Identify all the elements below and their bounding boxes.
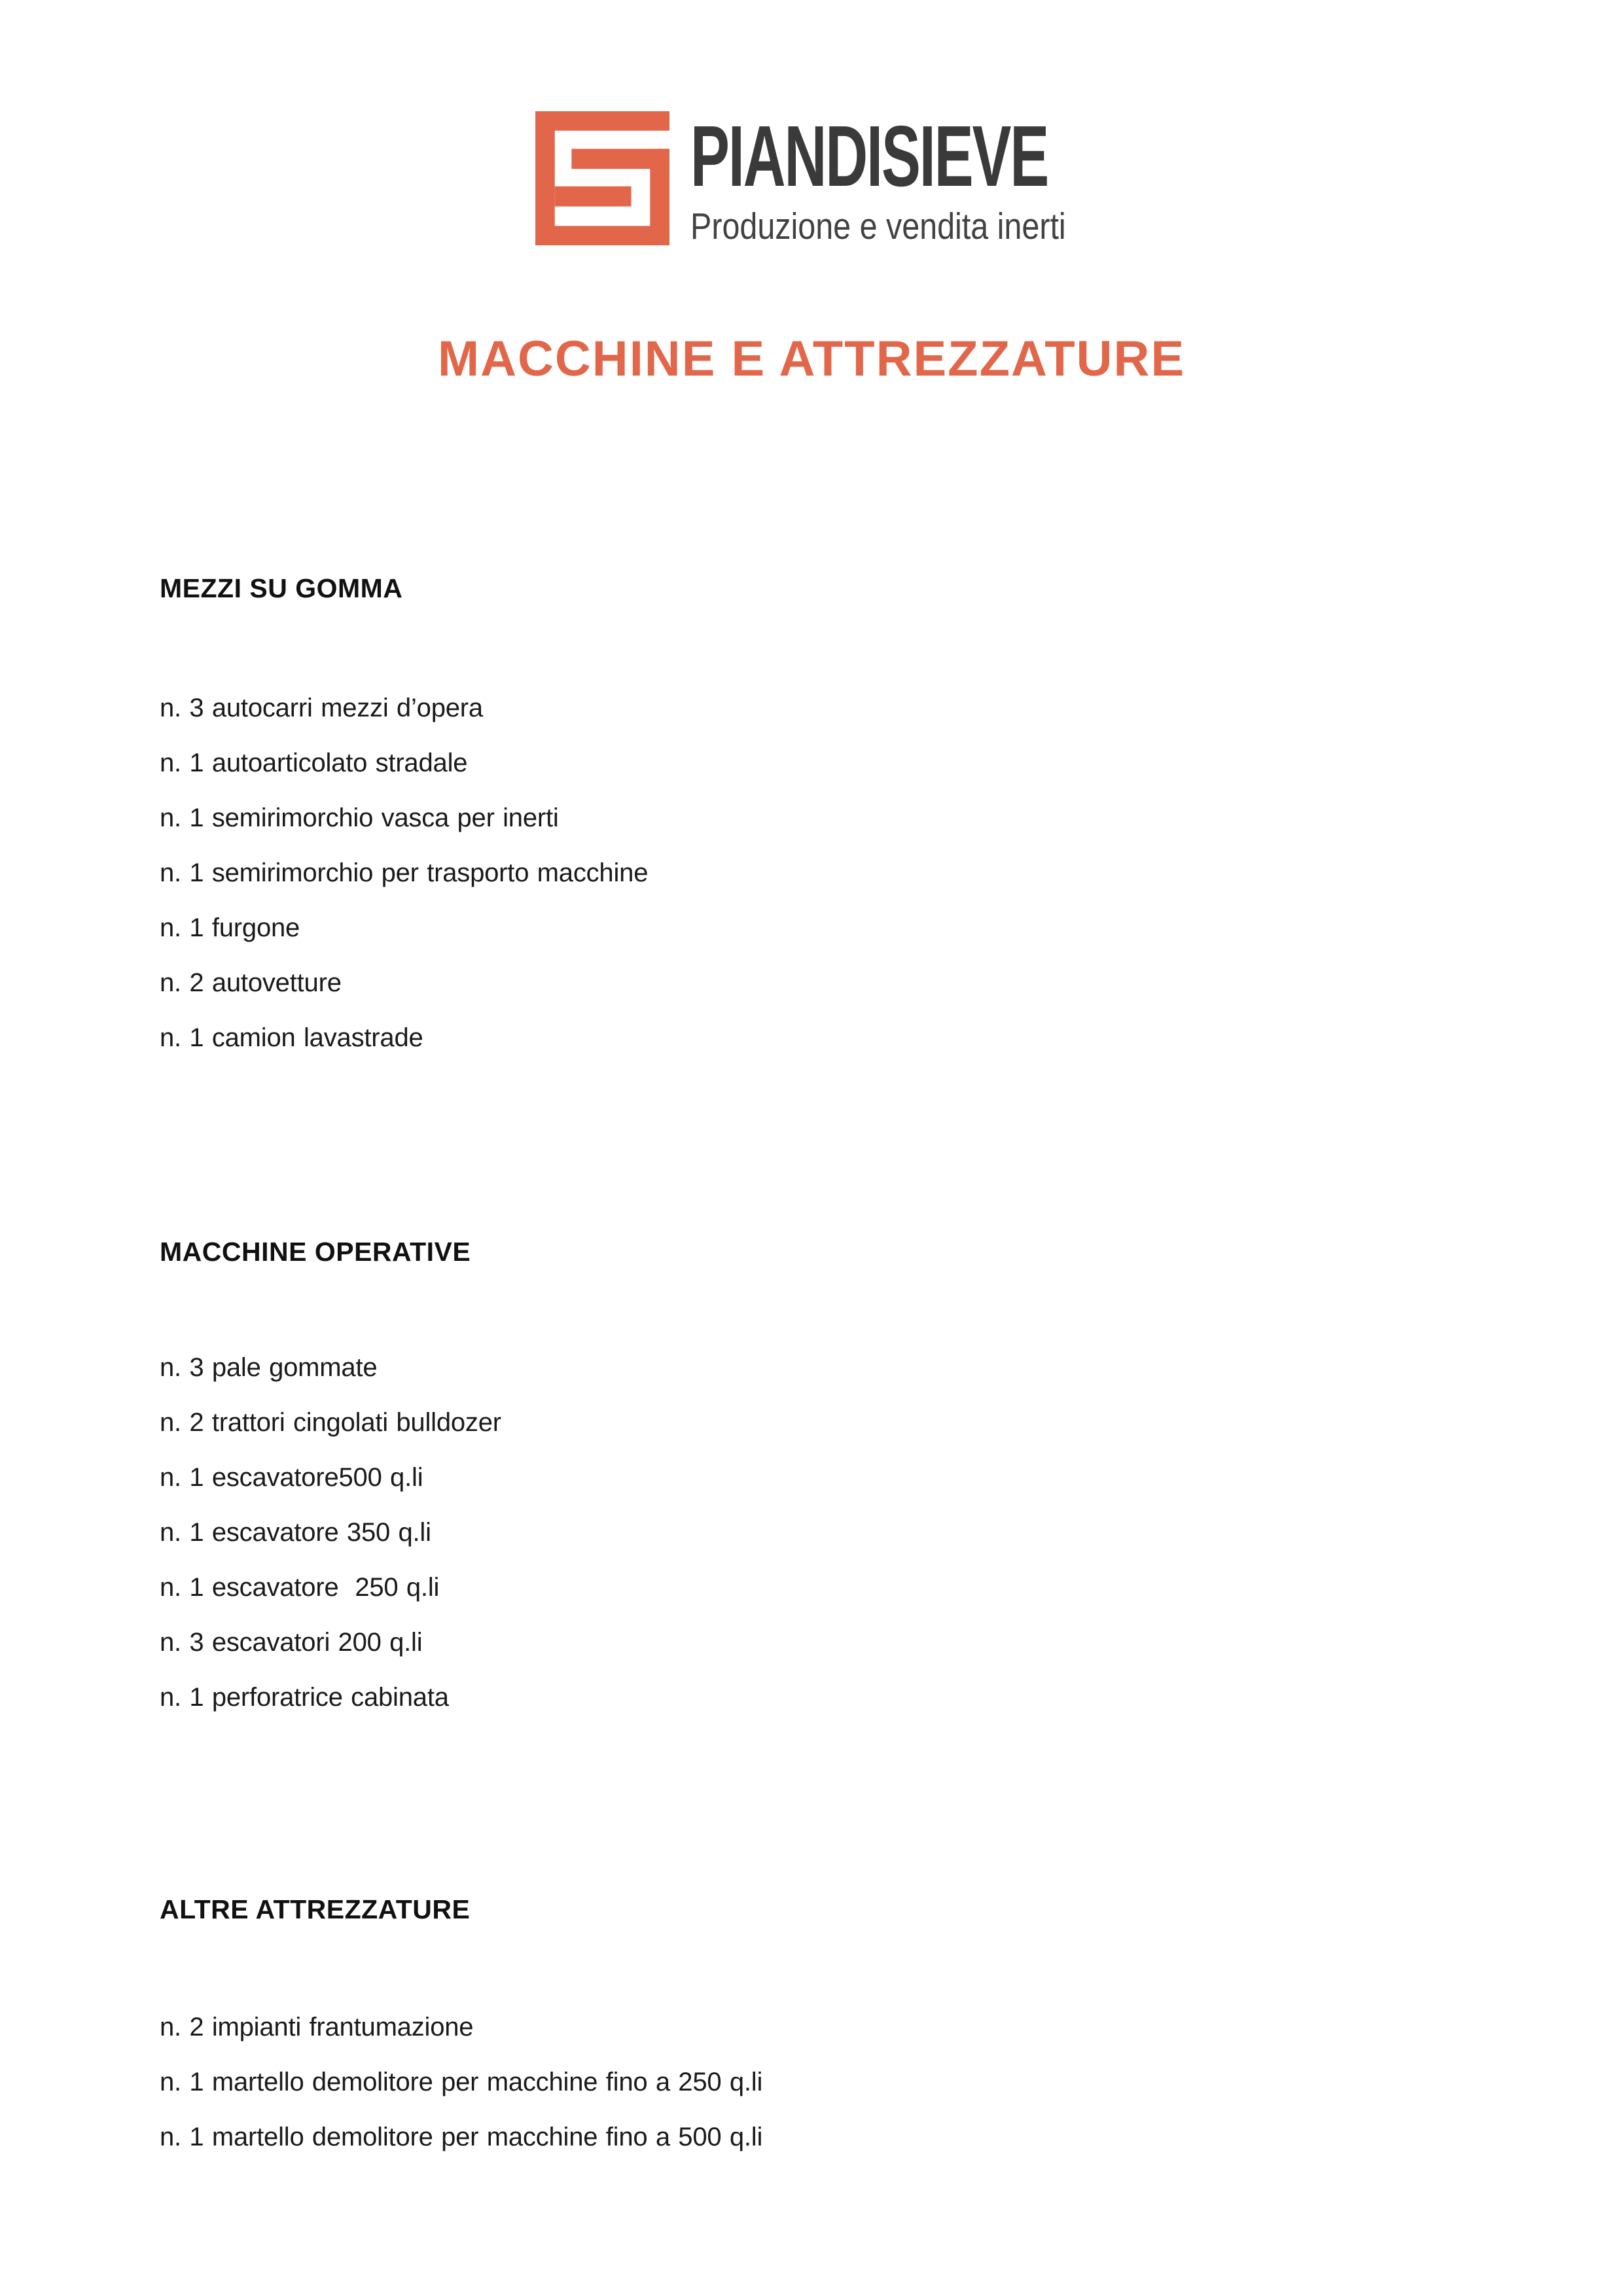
logo-text-block xyxy=(690,108,1216,248)
brand-name: PIANDISIEVE xyxy=(690,108,1048,204)
list-item: n. 2 impianti frantumazione xyxy=(160,2013,474,2041)
company-logo xyxy=(535,108,1216,248)
list-item: n. 1 martello demolitore per macchine fino a 500 q.li xyxy=(160,2123,763,2151)
list-item: n. 2 autovetture xyxy=(160,968,342,997)
list-item: n. 2 trattori cingolati bulldozer xyxy=(160,1408,501,1437)
list-item: n. 3 autocarri mezzi d’opera xyxy=(160,694,483,722)
list-item: n. 1 martello demolitore per macchine fino a 250 q.li xyxy=(160,2068,763,2096)
section-heading-mezzi-su-gomma: MEZZI SU GOMMA xyxy=(160,573,403,603)
logo-s-monogram-icon xyxy=(535,111,669,245)
list-item: n. 1 perforatrice cabinata xyxy=(160,1683,449,1712)
brand-tagline: Produzione e vendita inerti xyxy=(690,205,1066,248)
list-item: n. 1 furgone xyxy=(160,913,300,942)
list-item: n. 1 semirimorchio vasca per inerti xyxy=(160,804,559,832)
list-item: n. 1 escavatore 250 q.li xyxy=(160,1573,440,1602)
list-macchine-operative xyxy=(160,1340,501,1725)
list-item: n. 3 pale gommate xyxy=(160,1353,378,1382)
list-item: n. 1 escavatore500 q.li xyxy=(160,1463,423,1492)
list-item: n. 1 camion lavastrade xyxy=(160,1023,423,1052)
list-item: n. 3 escavatori 200 q.li xyxy=(160,1628,423,1657)
section-heading-altre-attrezzature: ALTRE ATTREZZATURE xyxy=(160,1894,471,1924)
list-item: n. 1 escavatore 350 q.li xyxy=(160,1518,431,1547)
section-heading-macchine-operative: MACCHINE OPERATIVE xyxy=(160,1237,471,1267)
list-altre-attrezzature xyxy=(160,2000,762,2164)
page-title: MACCHINE E ATTREZZATURE xyxy=(437,331,1186,387)
list-item: n. 1 autoarticolato stradale xyxy=(160,749,468,777)
list-item: n. 1 semirimorchio per trasporto macchine xyxy=(160,858,649,887)
list-mezzi-su-gomma xyxy=(160,680,648,1065)
